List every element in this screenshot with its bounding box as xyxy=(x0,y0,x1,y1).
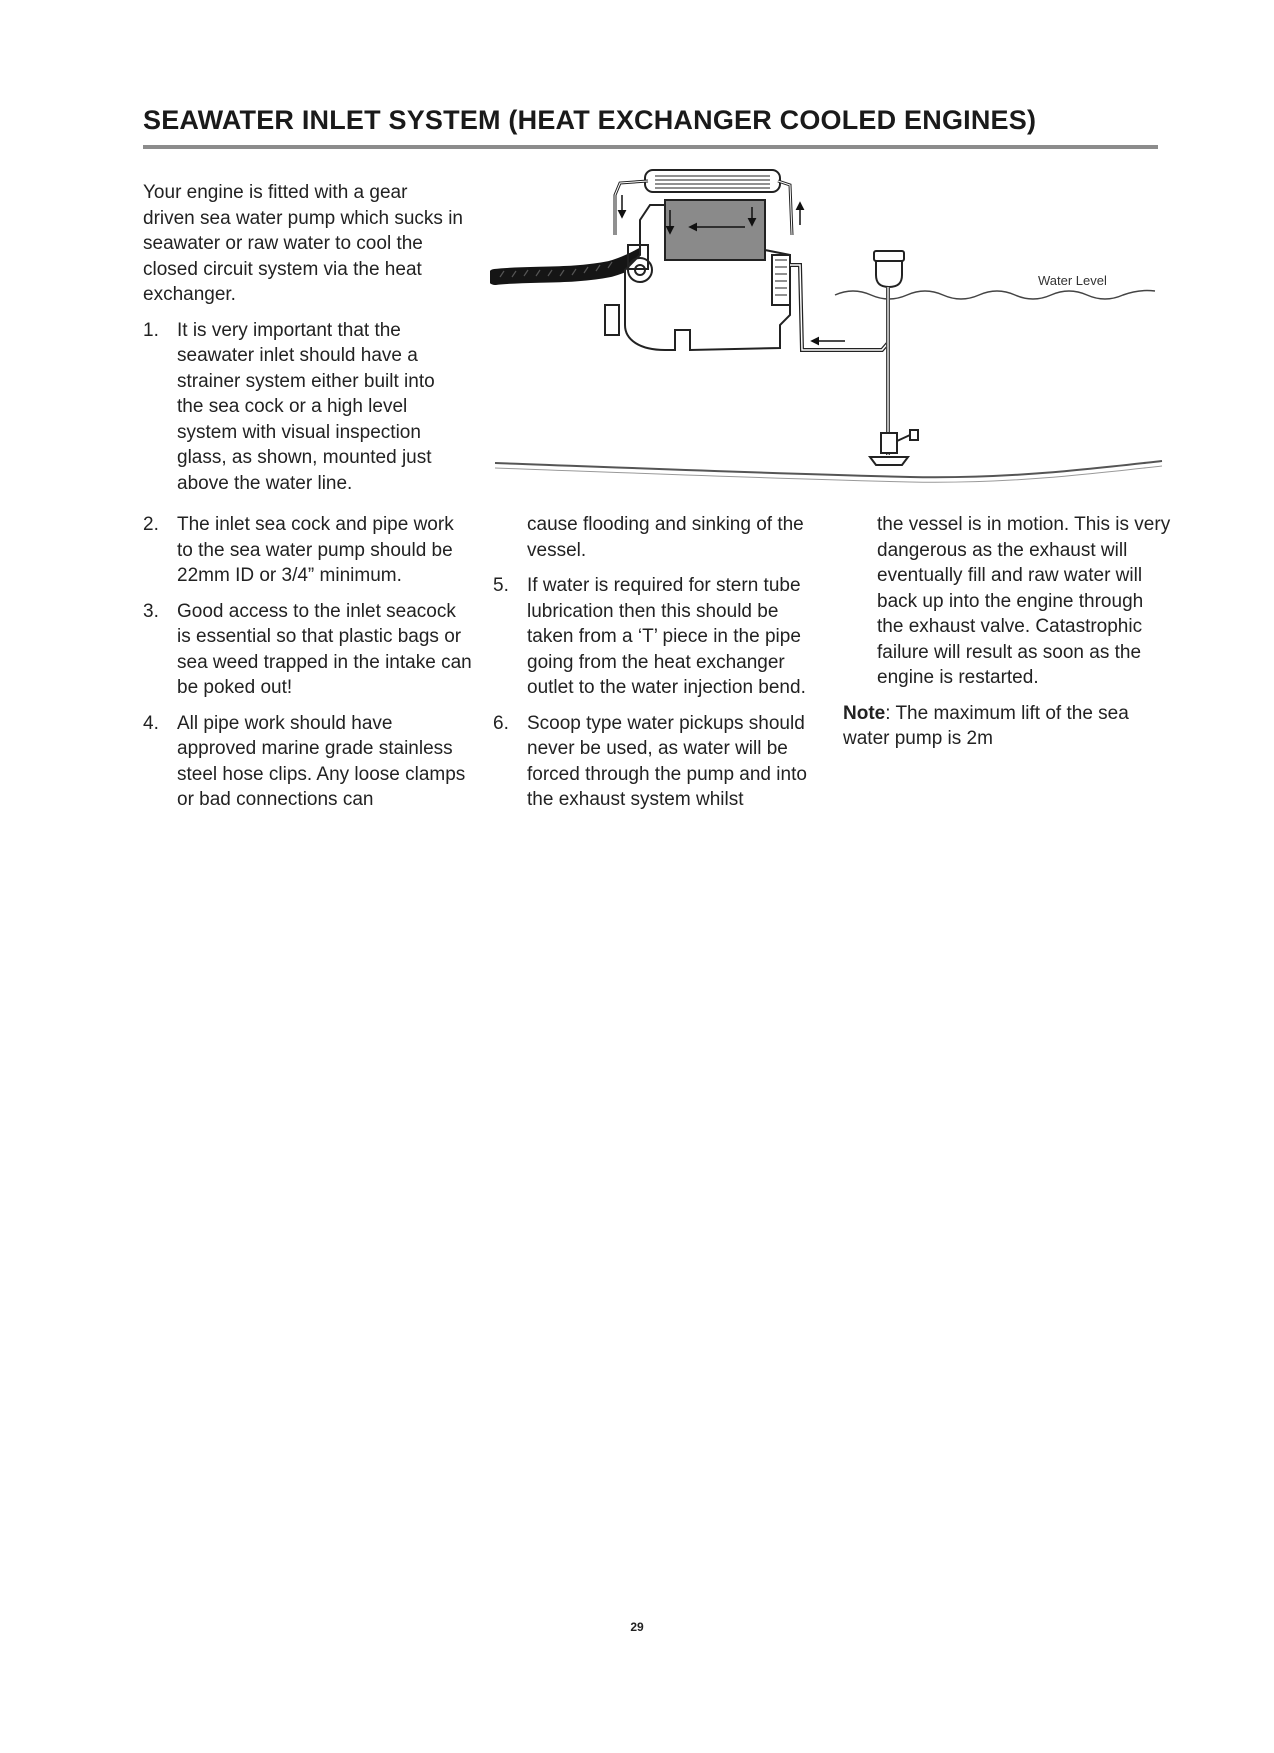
list-item-text: If water is required for stern tube lubrication then this should be taken from a ‘T’ piece in the pipe going from the heat exchanger outlet to the water injection bend. xyxy=(527,575,806,698)
note-label: Note xyxy=(843,702,886,724)
list-item-number: 5. xyxy=(493,575,509,596)
list-item-6 xyxy=(493,711,823,813)
title-rule xyxy=(143,145,1158,149)
list-item-4 xyxy=(143,711,473,813)
list-item-3 xyxy=(143,599,473,701)
list-item-4-continued: cause flooding and sinking of the vessel. xyxy=(527,514,804,561)
note-paragraph xyxy=(843,701,1173,752)
list-item-text: Scoop type water pickups should never be used, as water will be forced through the pump and into the exhaust system whilst xyxy=(527,712,807,810)
text-column-3 xyxy=(843,512,1173,762)
list-item-text: It is very important that the seawater inlet should have a strainer system either built into the sea cock or a high level system with visual inspection glass, as shown, mounted just above the water line. xyxy=(177,319,435,494)
inlet-pipe xyxy=(790,265,888,350)
manifold xyxy=(645,170,780,192)
note-text: : The maximum lift of the sea water pump is 2m xyxy=(843,702,1129,749)
list-item-number: 2. xyxy=(143,514,159,535)
text-column-2 xyxy=(493,512,823,823)
list-item-number: 1. xyxy=(143,319,159,341)
sea-cock xyxy=(870,430,918,465)
intro-paragraph: Your engine is fitted with a gear driven sea water pump which sucks in seawater or raw water to cool the closed circuit system via the heat exchanger. xyxy=(143,182,463,305)
hull-line xyxy=(495,461,1162,477)
list-item-2 xyxy=(143,512,473,589)
sea-water-pump xyxy=(772,255,790,305)
list-item-number: 3. xyxy=(143,600,159,622)
strainer xyxy=(874,251,904,287)
list-item-1 xyxy=(143,318,463,497)
intro-column xyxy=(143,180,463,506)
water-level-line xyxy=(835,291,1155,300)
text-column-1 xyxy=(143,512,473,823)
list-item-text: The inlet sea cock and pipe work to the sea water pump should be 22mm ID or 3/4” minimum. xyxy=(177,514,454,586)
list-item-text: All pipe work should have approved marine grade stainless steel hose clips. Any loose clamps or bad connections can xyxy=(177,712,466,810)
page-title: SEAWATER INLET SYSTEM (HEAT EXCHANGER COOLED ENGINES) xyxy=(143,105,1037,135)
list-item-6-continued: the vessel is in motion. This is very dangerous as the exhaust will eventually fill and raw water will back up into the engine through the exhaust valve. Catastrophic failure will result as soon as the engine is restarted. xyxy=(877,514,1171,688)
list-item-number: 6. xyxy=(493,712,509,734)
list-item-text: Good access to the inlet seacock is essential so that plastic bags or sea weed trapped in the intake can be poked out! xyxy=(177,600,472,698)
heat-exchanger-tank xyxy=(665,200,765,260)
list-item-5 xyxy=(493,573,823,701)
seawater-inlet-diagram xyxy=(490,165,1170,485)
list-item-number: 4. xyxy=(143,712,159,734)
water-level-label: Water Level xyxy=(1038,273,1107,288)
page-number: 29 xyxy=(630,1620,644,1634)
